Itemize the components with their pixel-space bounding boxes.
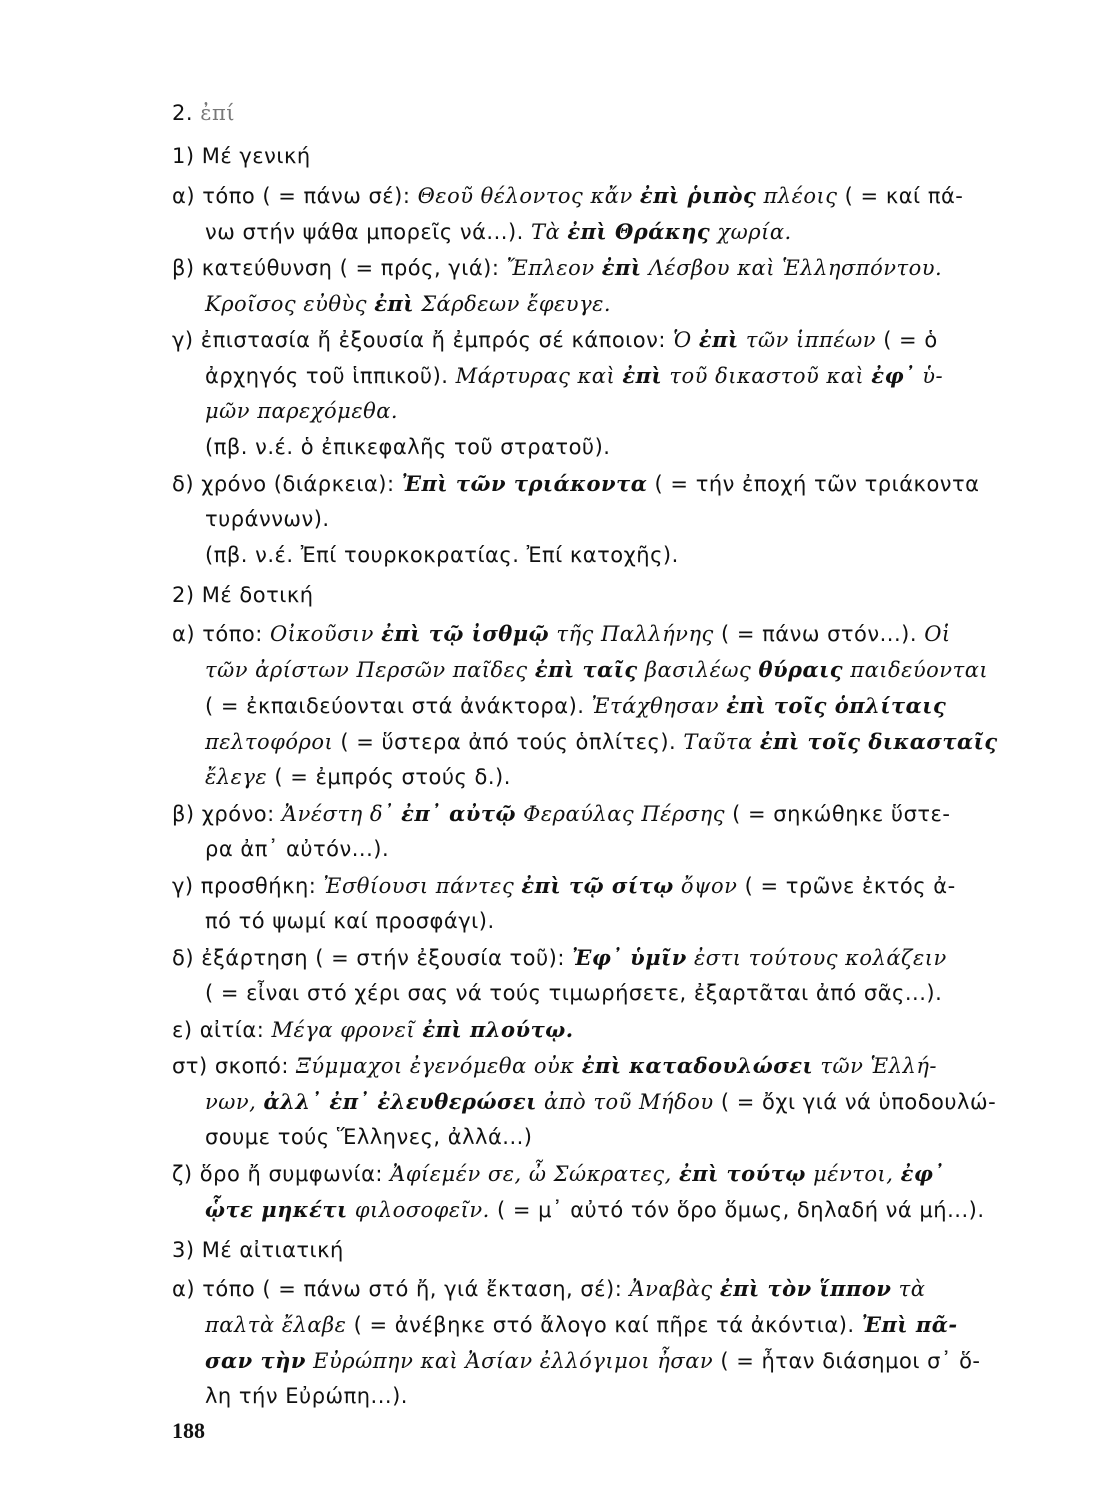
text-line: νω στήν ψάθα μπορεῖς νά...). Τὰ ἐπὶ Θράκης χωρία. — [205, 219, 792, 244]
text-line: πελτοφόροι ( = ὕστερα ἀπό τούς ὁπλίτες). Ταῦτα ἐπὶ τοῖς δικασταῖς — [205, 729, 998, 754]
text-line: (πβ. ν.έ. ὁ ἐπικεφαλῆς τοῦ στρατοῦ). — [205, 435, 611, 459]
text-line: γ) προσθήκη: Ἐσθίουσι πάντες ἐπὶ τῷ σίτῳ ὄψον ( = τρῶνε ἐκτός ἀ- — [172, 873, 956, 898]
text-line: Κροῖσος εὐθὺς ἐπὶ Σάρδεων ἔφευγε. — [205, 291, 612, 316]
text-line: β) κατεύθυνση ( = πρός, γιά): Ἔπλεον ἐπὶ Λέσβου καὶ Ἑλλησπόντου. — [172, 255, 943, 280]
subsection-title: 2) Μέ δοτική — [172, 583, 314, 607]
text-line: στ) σκοπό: Ξύμμαχοι ἐγενόμεθα οὐκ ἐπὶ καταδουλώσει τῶν Ἑλλή- — [172, 1053, 938, 1078]
text-line: ἀρχηγός τοῦ ἱππικοῦ). Μάρτυρας καὶ ἐπὶ τοῦ δικαστοῦ καὶ ἐφ᾽ ὑ- — [205, 363, 944, 388]
text-line: ( = ἐκπαιδεύονται στά ἀνάκτορα). Ἐτάχθησαν ἐπὶ τοῖς ὁπλίταις — [205, 693, 947, 718]
text-line: παλτὰ ἔλαβε ( = ἀνέβηκε στό ἄλογο καί πῆρε τά ἀκόντια). Ἐπὶ πᾶ- — [205, 1312, 958, 1337]
text-line: νων, ἀλλ᾽ ἐπ᾽ ἐλευθερώσει ἀπὸ τοῦ Μήδου ( = ὄχι γιά νά ὑποδουλώ- — [205, 1089, 997, 1114]
text-line: σουμε τούς Ἕλληνες, ἀλλά...) — [205, 1125, 533, 1149]
text-line: τῶν ἀρίστων Περσῶν παῖδες ἐπὶ ταῖς βασιλέως θύραις παιδεύονται — [205, 657, 989, 682]
text-line: ἔλεγε ( = ἐμπρός στούς δ.). — [205, 765, 511, 789]
text-line: ε) αἰτία: Μέγα φρονεῖ ἐπὶ πλούτῳ. — [172, 1017, 574, 1042]
text-line: α) τόπο ( = πάνω σέ): Θεοῦ θέλοντος κἄν ἐπὶ ῥιπὸς πλέοις ( = καί πά- — [172, 183, 964, 208]
text-line: ρα ἀπ᾽ αὐτόν...). — [205, 837, 390, 861]
text-line: α) τόπο ( = πάνω στό ἤ, γιά ἔκταση, σέ): Ἀναβὰς ἐπὶ τὸν ἵππον τὰ — [172, 1276, 926, 1301]
page-number: 188 — [172, 1418, 205, 1443]
text-line: ζ) ὅρο ἤ συμφωνία: Ἀφίεμέν σε, ὦ Σώκρατες, ἐπὶ τούτῳ μέντοι, ἐφ᾽ — [172, 1161, 945, 1186]
subsection-title: 1) Μέ γενική — [172, 144, 311, 168]
text-line: μῶν παρεχόμεθα. — [205, 399, 399, 423]
text-line: δ) χρόνο (διάρκεια): Ἐπὶ τῶν τριάκοντα ( = τήν ἐποχή τῶν τριάκοντα — [172, 471, 980, 496]
text-line: σαν τὴν Εὐρώπην καὶ Ἀσίαν ἐλλόγιμοι ἦσαν ( = ἦταν διάσημοι σ᾽ ὅ- — [205, 1348, 981, 1373]
subsection-title: 3) Μέ αἰτιατική — [172, 1238, 344, 1262]
text-line: πό τό ψωμί καί προσφάγι). — [205, 909, 495, 933]
text-line: τυράννων). — [205, 507, 330, 531]
text-line: β) χρόνο: Ἀνέστη δ᾽ ἐπ᾽ αὐτῷ Φεραύλας Πέρσης ( = σηκώθηκε ὕστε- — [172, 801, 951, 826]
text-line: ᾧτε μηκέτι φιλοσοφεῖν. ( = μ᾽ αὐτό τόν ὅρο ὅμως, δηλαδή νά μή...). — [205, 1197, 985, 1222]
text-line: α) τόπο: Οἰκοῦσιν ἐπὶ τῷ ἰσθμῷ τῆς Παλλήνης ( = πάνω στόν...). Οἱ — [172, 621, 951, 646]
text-line: ( = εἶναι στό χέρι σας νά τούς τιμωρήσετε, ἐξαρτᾶται ἀπό σᾶς...). — [205, 981, 943, 1005]
text-line: δ) ἐξάρτηση ( = στήν ἐξουσία τοῦ): Ἐφ᾽ ὑμῖν ἐστι τούτους κολάζειν — [172, 945, 947, 970]
text-line: λη τήν Εὐρώπη...). — [205, 1384, 408, 1408]
heading-word: ἐπί — [200, 101, 236, 125]
text-line: (πβ. ν.έ. Ἐπί τουρκοκρατίας. Ἐπί κατοχῆς). — [205, 543, 679, 567]
section-heading: 2. ἐπί — [172, 101, 236, 125]
text-line: γ) ἐπιστασία ἤ ἐξουσία ἤ ἐμπρός σέ κάποιον: Ὁ ἐπὶ τῶν ἱππέων ( = ὁ — [172, 327, 938, 352]
